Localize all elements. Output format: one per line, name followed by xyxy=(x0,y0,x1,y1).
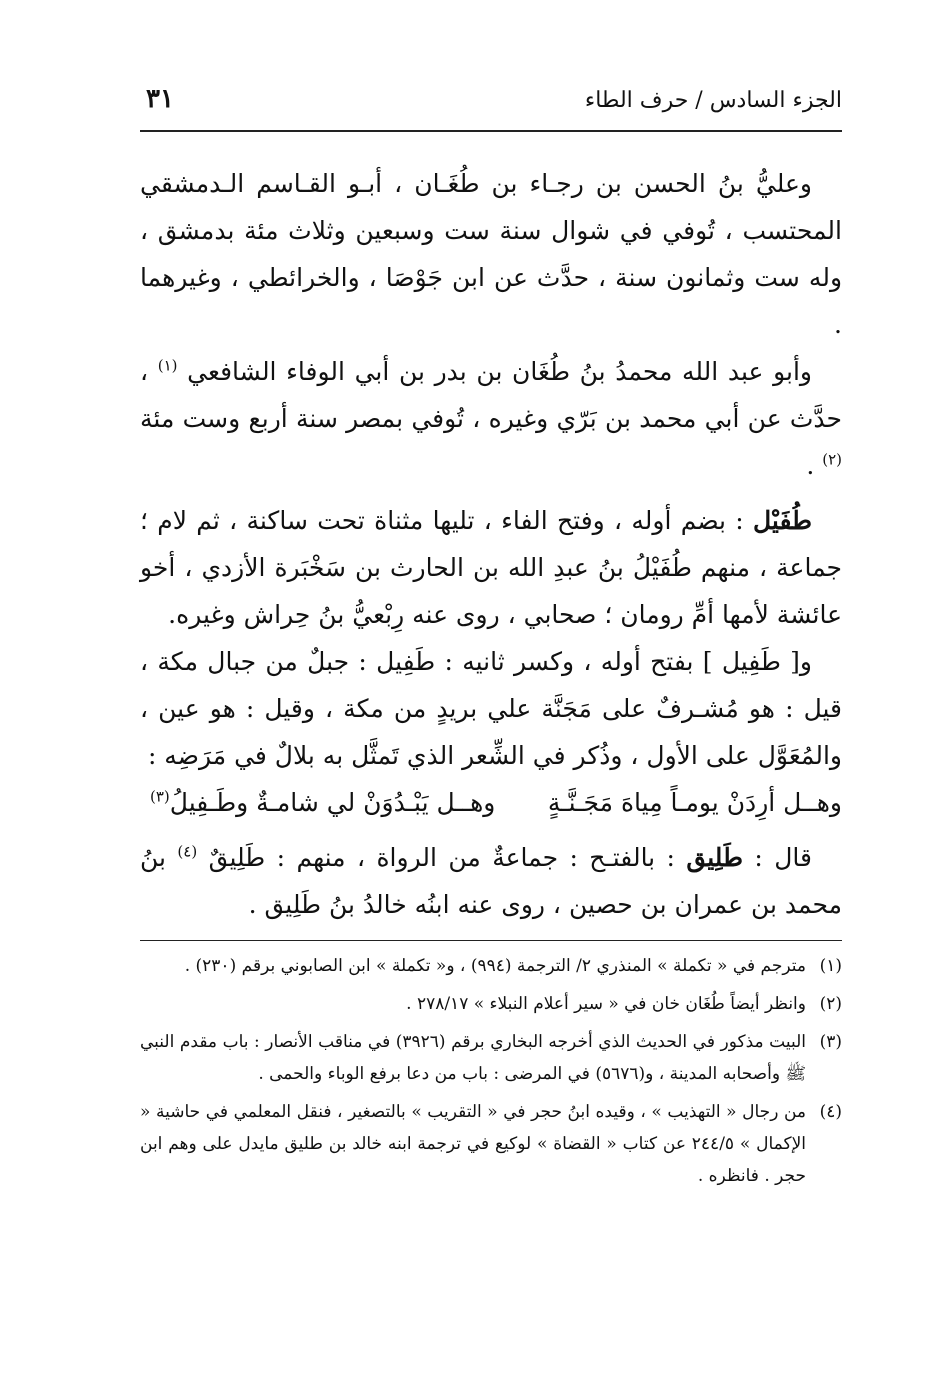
footnote-text xyxy=(140,1096,806,1192)
header-divider xyxy=(140,130,842,132)
text-line: قيل : هو مُشـرفٌ على مَجَنَّة علي بريدٍ من مكة ، وقيل : هو عين ، xyxy=(140,694,843,723)
footnote-number: (١) xyxy=(819,956,842,976)
entry-headword: طُفَيْل xyxy=(752,506,813,535)
text-line: : بالفتـح : جماعةٌ من الرواة ، منهم : طَلِيقٌ xyxy=(208,843,675,872)
text-line: ست وثمانون سنة ، حدَّث عن ابن جَوْصَا ، والخرائطي ، وغيرهما . xyxy=(140,263,842,339)
text-line: ، xyxy=(140,357,149,386)
text-line: محمد بن عمران بن حصين ، روى عنه ابنُه خالدُ بنُ طَلِيق . xyxy=(248,890,842,919)
text-line: والمُعَوَّل على الأول ، وذُكر في الشِّعر الذي تَمثَّل به بلالٌ في مَرَضِه : xyxy=(147,741,842,770)
footnote-line: وانظر أيضاً طُغَان خان في « سير أعلام النبلاء » ٢٧٨/١٧ . xyxy=(406,994,806,1014)
footnote-line: مايدل على وهم ابن حجر . فانظره . xyxy=(140,1134,806,1186)
text-line: جماعة ، منهم طُفَيْلُ بنُ عبدِ الله بن الحارث بن سَخْبَرة الأزدي ، أخو xyxy=(140,553,842,582)
footnote-line: مترجم في « تكملة » المنذري ٢/ الترجمة (٩٩٤) ، و« تكملة » ابن الصابوني برقم xyxy=(241,956,806,976)
running-title: الجزء السادس / حرف الطاء xyxy=(584,88,842,113)
entry-headword: طَلِيق xyxy=(686,843,743,872)
footnote-text xyxy=(140,950,806,982)
footnotes-section xyxy=(140,950,842,1198)
footnote-ref-3: (٣) xyxy=(150,787,170,806)
footnote-line: (٢٣٠) . xyxy=(184,956,237,976)
footnote-divider xyxy=(140,940,842,941)
footnote-ref-2: (٢) xyxy=(822,450,842,469)
verse-second-text: وهــل يَبْـدُوَنْ لي شامـةٌ وطَـفِيلُ xyxy=(169,788,496,817)
paragraph-gap xyxy=(140,489,842,497)
text-line: المحتسب ، تُوفي في شوال سنة ست وسبعين وثلاث مئة بدمشق ، وله xyxy=(140,216,843,292)
text-line: حدَّث عن أبي محمد بن بَرّي وغيره ، تُوفي بمصر سنة أربع وست xyxy=(182,404,842,433)
paragraph-muhammad-bin-tughan xyxy=(140,348,842,489)
main-text xyxy=(140,160,842,928)
footnote-line: البيت مذكور في الحديث الذي أخرجه البخاري برقم (٣٩٢٦) في مناقب الأنصار : باب xyxy=(222,1032,807,1052)
text-line: . xyxy=(806,451,815,480)
footnote-text xyxy=(140,1026,806,1090)
text-line: : بضم أوله ، وفتح الفاء ، تليها مثناة تحت ساكنة ، ثم لام ؛ xyxy=(140,506,744,535)
verse-second-hemistich xyxy=(150,779,495,826)
footnote-line: والحمى . xyxy=(258,1064,323,1084)
text-line: بنُ xyxy=(140,843,166,872)
text-line: وأبو عبد الله محمدُ بنُ طُغَان بن بدر بن أبي الوفاء الشافعي xyxy=(187,357,813,386)
text-line: و[ طَفِيل ] بفتح أوله ، وكسر ثانيه : طَفِيل : جبلٌ من جبال مكة ، xyxy=(140,647,812,676)
footnote-line: من رجال « التهذيب » ، وقيده ابنُ حجر في « التقريب » بالتصغير ، فنقل المعلمي في xyxy=(205,1102,807,1122)
footnote-number: (٢) xyxy=(819,994,842,1014)
footnote-4 xyxy=(140,1096,842,1192)
paragraph-gap xyxy=(140,826,842,834)
text-line: وعليُّ بنُ الحسن بن رجـاء بن طُغَـان ، أبـو القـاسم الـدمشقي xyxy=(140,169,812,198)
verse-first-hemistich: وهــل أرِدَنْ يومـاً مِياهَ مَجَـنَّـةٍ xyxy=(547,788,842,817)
paragraph-ali-bin-hasan xyxy=(140,160,842,348)
footnote-number: (٣) xyxy=(819,1032,842,1052)
footnote-text xyxy=(140,988,806,1020)
text-line: مئة xyxy=(140,404,175,433)
page-number: ٣١ xyxy=(146,84,174,114)
poetry-verse xyxy=(140,779,842,826)
footnote-ref-4: (٤) xyxy=(177,842,198,861)
text-line: قال : xyxy=(754,843,812,872)
entry-talik xyxy=(140,834,842,928)
footnote-3 xyxy=(140,1026,842,1090)
footnote-number: (٤) xyxy=(819,1102,842,1122)
footnote-ref-1: (١) xyxy=(157,356,178,375)
entry-tufayl xyxy=(140,497,842,638)
entry-tafil xyxy=(140,638,842,779)
footnote-line: حاشية « الإكمال » ٢٤٤/٥ عن كتاب « القضاة » لوكيع في ترجمة ابنه خالد بن طليق xyxy=(140,1102,806,1154)
footnote-1 xyxy=(140,950,842,982)
footnote-2 xyxy=(140,988,842,1020)
footnote-line: مقدم النبي ﷺ وأصحابه المدينة ، و(٥٦٧٦) في المرضى : باب من دعا برفع الوباء xyxy=(140,1032,806,1084)
page-header xyxy=(140,82,842,126)
text-line: عائشة لأمها أمِّ رومان ؛ صحابي ، روى عنه رِبْعيُّ بنُ حِراش وغيره. xyxy=(168,600,842,629)
